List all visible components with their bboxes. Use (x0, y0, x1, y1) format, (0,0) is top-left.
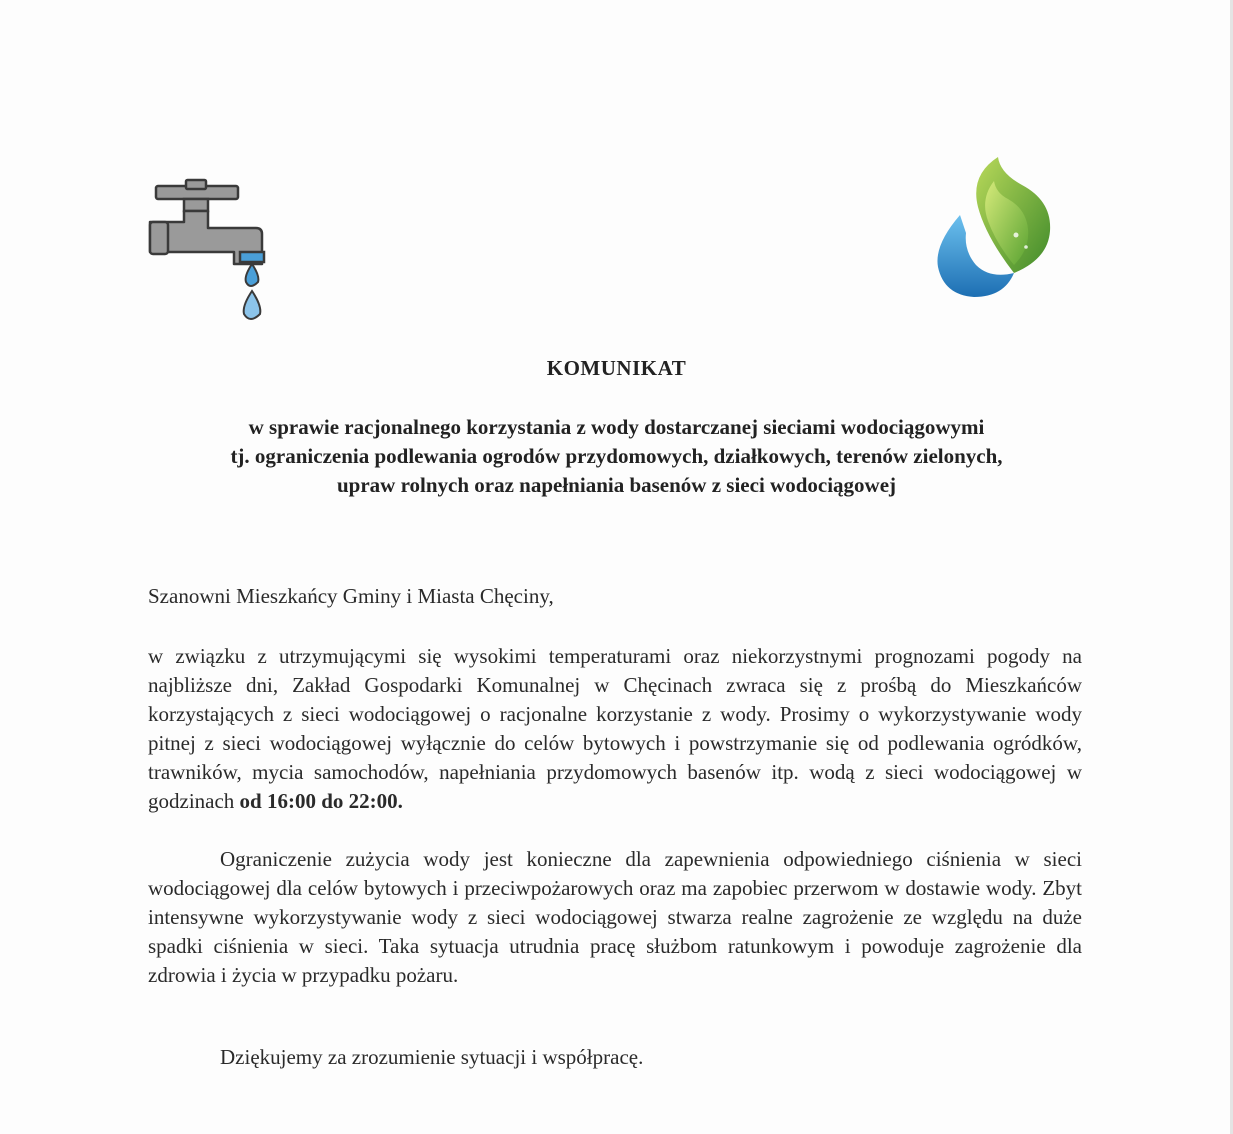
paragraph-1-hours: od 16:00 do 22:00. (239, 789, 403, 813)
paragraph-1-text: w związku z utrzymującymi się wysokimi temperaturami oraz niekorzystnymi prognozami pogody na najbliższe dni, Zakład Gospodarki Komunalnej w Chęcinach zwraca się z prośbą do Mieszkańców korzystających z sieci wodociągowej o racjonalne korzystanie z wody. Prosimy o wykorzystywanie wody pitnej z sieci wodociągowej wyłącznie do celów bytowych i powstrzymanie się od podlewania ogródków, trawników, mycia samochodów, napełniania przydomowych basenów itp. wodą z sieci wodociągowej w godzinach (148, 644, 1082, 813)
water-tap-icon (146, 178, 274, 328)
document-title: KOMUNIKAT (546, 356, 687, 380)
subtitle-line: tj. ograniczenia podlewania ogrodów przydomowych, działkowych, terenów zielonych, (230, 444, 1003, 468)
salutation: Szanowni Mieszkańcy Gminy i Miasta Chęciny, (148, 584, 554, 608)
water-leaf-logo-icon (930, 155, 1055, 300)
paragraph-1 (148, 642, 1082, 816)
closing-line: Dziękujemy za zrozumienie sytuacji i współpracę. (220, 1045, 644, 1069)
subtitle-line: upraw rolnych oraz napełniania basenów z sieci wodociągowej (336, 473, 897, 497)
document-subtitle (100, 413, 1133, 500)
paragraph-2: Ograniczenie zużycia wody jest konieczne dla zapewnienia odpowiedniego ciśnienia w sieci wodociągowej dla celów bytowych i przeciwpożarowych oraz ma zapobiec przerwom w dostawie wody. Zbyt intensywne wykorzystywanie wody z sieci wodociągowej stwarza realne zagrożenie ze względu na duże spadki ciśnienia w sieci. Taka sytuacja utrudnia pracę służbom ratunkowym i powoduje zagrożenie dla zdrowia i życia w przypadku pożaru. (148, 847, 1082, 987)
subtitle-line: w sprawie racjonalnego korzystania z wody dostarczanej sieciami wodociągowymi (248, 415, 985, 439)
